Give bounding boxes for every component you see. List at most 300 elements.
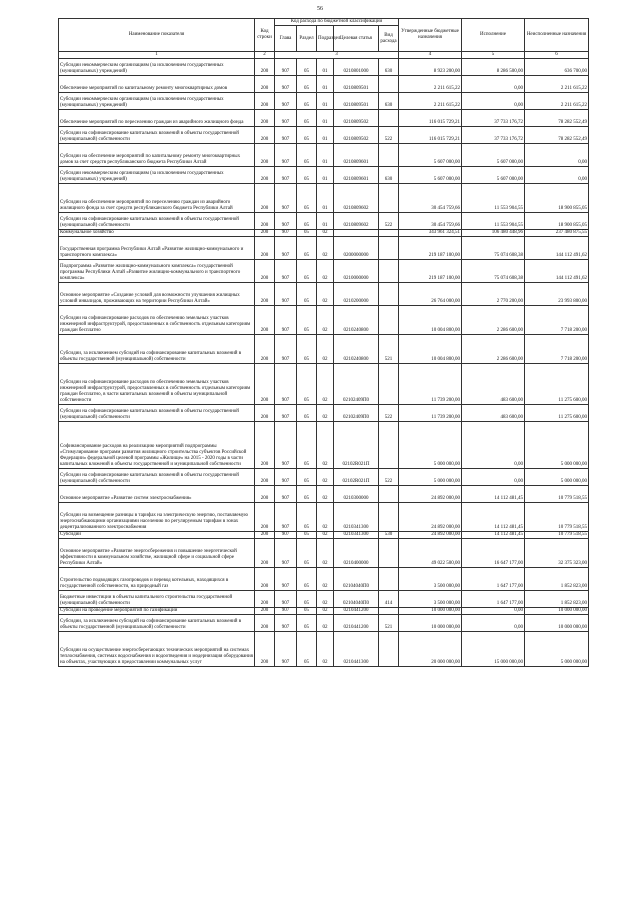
col-number: 5 xyxy=(462,52,525,59)
row-podrazdel: 02 xyxy=(317,469,334,486)
row-unexecuted: 18 900 855,05 xyxy=(525,213,589,230)
row-expense-type xyxy=(379,422,399,469)
row-code: 200 xyxy=(255,615,275,632)
row-podrazdel: 02 xyxy=(317,486,334,503)
row-name: Основное мероприятие «Развитие систем электроснабжения» xyxy=(59,486,255,503)
row-name: Бюджетные инвестиции в объекты капитального строительства государственной (муниципальной) собственности xyxy=(59,591,255,608)
row-executed: 14 112 481,45 xyxy=(462,503,525,532)
row-code: 200 xyxy=(255,632,275,667)
row-code: 200 xyxy=(255,283,275,306)
row-razdel: 05 xyxy=(297,632,317,667)
row-name: Субсидии xyxy=(59,532,255,539)
row-glava: 907 xyxy=(275,76,297,93)
row-target-article: 0210200000 xyxy=(334,283,379,306)
row-expense-type xyxy=(379,503,399,532)
row-expense-type xyxy=(379,110,399,127)
row-target-article: 0210809502 xyxy=(334,127,379,144)
table-row xyxy=(59,76,589,93)
row-code: 200 xyxy=(255,93,275,110)
table-row xyxy=(59,405,589,422)
row-approved: 5 607 000,00 xyxy=(399,167,462,184)
row-expense-type xyxy=(379,283,399,306)
row-approved: 24 892 000,00 xyxy=(399,486,462,503)
table-row xyxy=(59,608,589,615)
row-code: 200 xyxy=(255,144,275,167)
table-row xyxy=(59,591,589,608)
row-razdel: 05 xyxy=(297,532,317,539)
row-approved: 49 022 500,00 xyxy=(399,539,462,568)
row-name: Субсидии, за исключением субсидий на софинансирование капитальных вложений в объекты государственной (муниципальной) собственности xyxy=(59,615,255,632)
row-razdel: 05 xyxy=(297,213,317,230)
row-unexecuted: 78 282 552,49 xyxy=(525,110,589,127)
row-name: Субсидии на возмещение разницы в тарифах на электрическую энергию, поставляемую энергоснабжающими организациями населению по регулируемым тарифам в зонах децентрализованного электроснабжения xyxy=(59,503,255,532)
row-razdel: 05 xyxy=(297,608,317,615)
row-target-article: 0210240800 xyxy=(334,335,379,364)
row-name: Коммунальное хозяйство xyxy=(59,230,255,237)
row-code: 200 xyxy=(255,532,275,539)
row-approved: 10 004 800,00 xyxy=(399,306,462,335)
row-glava: 907 xyxy=(275,59,297,76)
row-glava: 907 xyxy=(275,184,297,213)
row-target-article: 0210809602 xyxy=(334,213,379,230)
row-expense-type xyxy=(379,260,399,283)
col-number: 3 xyxy=(275,52,399,59)
row-executed: 2 286 600,00 xyxy=(462,335,525,364)
row-razdel: 05 xyxy=(297,486,317,503)
row-code: 200 xyxy=(255,422,275,469)
row-podrazdel: 02 xyxy=(317,503,334,532)
row-podrazdel: 02 xyxy=(317,237,334,260)
row-razdel: 05 xyxy=(297,184,317,213)
col-number: 2 xyxy=(255,52,275,59)
row-name: Субсидии на софинансирование расходов по обеспечению земельных участков инженерной инфраструктурой, предоставленных в собственность отдельным категориям граждан бесплатно xyxy=(59,306,255,335)
table-row xyxy=(59,59,589,76)
row-name: Основное мероприятие «Развитие энергосбережения и повышение энергетической эффективности в коммунальном хозяйстве, жилищной сфере и социальной сфере Республики Алтай» xyxy=(59,539,255,568)
table-row xyxy=(59,127,589,144)
table-row xyxy=(59,539,589,568)
row-expense-type xyxy=(379,364,399,405)
row-name: Субсидии на проведение мероприятий по газификации xyxy=(59,608,255,615)
row-expense-type: 521 xyxy=(379,335,399,364)
row-glava: 907 xyxy=(275,335,297,364)
table-row xyxy=(59,422,589,469)
row-podrazdel: 01 xyxy=(317,167,334,184)
table-row xyxy=(59,93,589,110)
row-code: 200 xyxy=(255,503,275,532)
row-unexecuted: 5 000 000,00 xyxy=(525,632,589,667)
row-code: 200 xyxy=(255,230,275,237)
header-expense-type: Вид расхода xyxy=(379,26,399,52)
row-podrazdel: 02 xyxy=(317,283,334,306)
row-glava: 907 xyxy=(275,127,297,144)
row-podrazdel: 01 xyxy=(317,76,334,93)
row-executed: 2 286 600,00 xyxy=(462,306,525,335)
row-razdel: 05 xyxy=(297,503,317,532)
row-expense-type xyxy=(379,184,399,213)
row-target-article: 0210000000 xyxy=(334,260,379,283)
row-podrazdel: 02 xyxy=(317,632,334,667)
row-expense-type: 522 xyxy=(379,405,399,422)
row-approved: 3 500 000,00 xyxy=(399,568,462,591)
row-approved: 11 739 200,00 xyxy=(399,405,462,422)
row-expense-type xyxy=(379,632,399,667)
row-executed: 0,00 xyxy=(462,615,525,632)
row-name: Субсидии на софинансирование капитальных вложений в объекты государственной (муниципальной) собственности xyxy=(59,469,255,486)
row-expense-type xyxy=(379,144,399,167)
row-executed: 75 074 608,38 xyxy=(462,237,525,260)
row-glava: 907 xyxy=(275,568,297,591)
row-approved: 24 892 000,00 xyxy=(399,532,462,539)
row-expense-type xyxy=(379,608,399,615)
row-expense-type xyxy=(379,230,399,237)
table-row xyxy=(59,469,589,486)
row-target-article: 0200000000 xyxy=(334,237,379,260)
row-unexecuted: 1 852 823,00 xyxy=(525,591,589,608)
row-target-article: 0210441200 xyxy=(334,608,379,615)
row-approved: 2 211 615,22 xyxy=(399,76,462,93)
row-razdel: 05 xyxy=(297,539,317,568)
row-podrazdel: 02 xyxy=(317,260,334,283)
row-razdel: 05 xyxy=(297,237,317,260)
row-target-article: 02102R021П xyxy=(334,422,379,469)
row-executed: 1 647 177,00 xyxy=(462,568,525,591)
row-razdel: 05 xyxy=(297,306,317,335)
row-podrazdel: 01 xyxy=(317,93,334,110)
row-glava: 907 xyxy=(275,230,297,237)
row-expense-type: 521 xyxy=(379,615,399,632)
row-approved: 10 000 000,00 xyxy=(399,608,462,615)
row-unexecuted: 11 275 600,00 xyxy=(525,364,589,405)
row-name: Субсидии некоммерческим организациям (за исключением государственных (муниципальных) учреждений) xyxy=(59,59,255,76)
row-podrazdel: 02 xyxy=(317,568,334,591)
row-name: Софинансирование расходов на реализацию мероприятий подпрограммы «Стимулирование программ развития жилищного строительства субъектов Российской Федерации» федеральной целевой программы «Жилище» на 2015 - 2020 годы в части капитальных вложений в объекты государственной и муниципальной собственности xyxy=(59,422,255,469)
row-approved: 3 500 000,00 xyxy=(399,591,462,608)
row-executed: 37 733 176,72 xyxy=(462,127,525,144)
row-podrazdel: 02 xyxy=(317,364,334,405)
row-code: 200 xyxy=(255,608,275,615)
row-glava: 907 xyxy=(275,167,297,184)
row-glava: 907 xyxy=(275,213,297,230)
row-name: Субсидии некоммерческим организациям (за исключением государственных (муниципальных) учреждений) xyxy=(59,167,255,184)
table-body xyxy=(59,59,589,667)
row-target-article: 02102409П0 xyxy=(334,405,379,422)
row-executed: 15 000 000,00 xyxy=(462,632,525,667)
row-code: 200 xyxy=(255,110,275,127)
table-row xyxy=(59,213,589,230)
row-unexecuted: 144 112 491,62 xyxy=(525,237,589,260)
row-target-article: 0210400000 xyxy=(334,539,379,568)
row-target-article: 0210801000 xyxy=(334,59,379,76)
row-unexecuted: 2 211 615,22 xyxy=(525,76,589,93)
row-glava: 907 xyxy=(275,93,297,110)
row-approved: 30 454 759,66 xyxy=(399,213,462,230)
table-row xyxy=(59,283,589,306)
row-podrazdel: 02 xyxy=(317,591,334,608)
table-row xyxy=(59,237,589,260)
row-name: Субсидии на софинансирование капитальных вложений в объекты государственной (муниципальной) собственности xyxy=(59,127,255,144)
row-razdel: 05 xyxy=(297,283,317,306)
row-expense-type xyxy=(379,486,399,503)
row-glava: 907 xyxy=(275,469,297,486)
table-row xyxy=(59,184,589,213)
row-razdel: 05 xyxy=(297,469,317,486)
row-podrazdel: 01 xyxy=(317,127,334,144)
row-target-article xyxy=(334,230,379,237)
row-glava: 907 xyxy=(275,306,297,335)
table-row xyxy=(59,503,589,532)
row-unexecuted: 7 718 200,00 xyxy=(525,306,589,335)
row-razdel: 05 xyxy=(297,260,317,283)
row-target-article: 0210809501 xyxy=(334,76,379,93)
row-executed: 16 647 177,00 xyxy=(462,539,525,568)
table-row xyxy=(59,532,589,539)
row-target-article: 0210441300 xyxy=(334,632,379,667)
row-executed: 1 647 177,00 xyxy=(462,591,525,608)
row-unexecuted: 10 779 518,55 xyxy=(525,532,589,539)
row-unexecuted: 2 211 615,22 xyxy=(525,93,589,110)
row-glava: 907 xyxy=(275,144,297,167)
row-razdel: 05 xyxy=(297,76,317,93)
row-glava: 907 xyxy=(275,591,297,608)
header-razdel: Раздел xyxy=(297,26,317,52)
row-executed: 0,00 xyxy=(462,76,525,93)
row-unexecuted: 10 779 518,55 xyxy=(525,503,589,532)
row-code: 200 xyxy=(255,591,275,608)
row-code: 200 xyxy=(255,486,275,503)
row-code: 200 xyxy=(255,184,275,213)
row-unexecuted: 10 000 000,00 xyxy=(525,615,589,632)
row-approved: 24 892 000,00 xyxy=(399,503,462,532)
row-executed: 11 553 904,55 xyxy=(462,184,525,213)
col-number: 1 xyxy=(59,52,255,59)
row-glava: 907 xyxy=(275,632,297,667)
row-razdel: 05 xyxy=(297,144,317,167)
row-unexecuted: 237 480 875,55 xyxy=(525,230,589,237)
row-podrazdel: 01 xyxy=(317,213,334,230)
row-glava: 907 xyxy=(275,110,297,127)
header-approved: Утвержденные бюджетные назначения xyxy=(399,19,462,52)
row-target-article: 02104040П0 xyxy=(334,591,379,608)
row-expense-type xyxy=(379,306,399,335)
row-expense-type: 530 xyxy=(379,532,399,539)
row-target-article: 0210300000 xyxy=(334,486,379,503)
row-unexecuted: 5 000 000,00 xyxy=(525,469,589,486)
row-razdel: 05 xyxy=(297,59,317,76)
row-approved: 219 187 100,00 xyxy=(399,237,462,260)
row-executed: 106 480 448,96 xyxy=(462,230,525,237)
table-row xyxy=(59,568,589,591)
row-code: 200 xyxy=(255,167,275,184)
row-name: Субсидии на софинансирование капитальных вложений в объекты государственной (муниципальной) собственности xyxy=(59,213,255,230)
row-name: Государственная программа Республики Алтай «Развитие жилищно-коммунального и транспортного комплекса» xyxy=(59,237,255,260)
row-approved: 2 211 615,22 xyxy=(399,93,462,110)
row-podrazdel: 01 xyxy=(317,184,334,213)
row-glava: 907 xyxy=(275,364,297,405)
row-target-article: 0210441200 xyxy=(334,615,379,632)
table-row xyxy=(59,144,589,167)
row-unexecuted: 5 000 000,00 xyxy=(525,422,589,469)
row-glava: 907 xyxy=(275,503,297,532)
row-executed: 11 553 904,55 xyxy=(462,213,525,230)
row-unexecuted: 1 852 823,00 xyxy=(525,568,589,591)
row-unexecuted: 32 375 323,00 xyxy=(525,539,589,568)
row-glava: 907 xyxy=(275,283,297,306)
row-podrazdel: 01 xyxy=(317,144,334,167)
row-expense-type: 522 xyxy=(379,127,399,144)
table-row xyxy=(59,615,589,632)
row-podrazdel: 01 xyxy=(317,59,334,76)
header-glava: Глава xyxy=(275,26,297,52)
header-podrazdel: Подраздел xyxy=(317,26,334,52)
row-razdel: 05 xyxy=(297,110,317,127)
row-name: Субсидии на обеспечение мероприятий по капитальному ремонту многоквартирных домов за счет средств республиканского бюджета Республики Алтай xyxy=(59,144,255,167)
row-executed: 5 607 000,00 xyxy=(462,144,525,167)
row-name: Субсидии некоммерческим организациям (за исключением государственных (муниципальных) учреждений) xyxy=(59,93,255,110)
row-glava: 907 xyxy=(275,405,297,422)
row-code: 200 xyxy=(255,260,275,283)
row-expense-type: 630 xyxy=(379,167,399,184)
row-name: Субсидии на осуществление энергосберегающих технических мероприятий на системах теплоснабжения, системах водоснабжения и водоотведения и модернизация оборудования на объектах, участвующих в предоставлении коммунальных услуг xyxy=(59,632,255,667)
row-expense-type xyxy=(379,568,399,591)
row-podrazdel: 02 xyxy=(317,405,334,422)
row-razdel: 05 xyxy=(297,422,317,469)
row-approved: 343 961 324,51 xyxy=(399,230,462,237)
row-expense-type xyxy=(379,76,399,93)
row-approved: 8 923 200,00 xyxy=(399,59,462,76)
row-podrazdel: 02 xyxy=(317,615,334,632)
row-executed: 2 770 200,00 xyxy=(462,283,525,306)
row-executed: 5 607 000,00 xyxy=(462,167,525,184)
row-unexecuted: 11 275 600,00 xyxy=(525,405,589,422)
row-executed: 0,00 xyxy=(462,469,525,486)
row-executed: 8 286 500,00 xyxy=(462,59,525,76)
row-podrazdel: 02 xyxy=(317,532,334,539)
row-approved: 5 000 000,00 xyxy=(399,422,462,469)
table-row xyxy=(59,364,589,405)
row-expense-type: 522 xyxy=(379,213,399,230)
row-approved: 10 004 800,00 xyxy=(399,335,462,364)
row-code: 200 xyxy=(255,405,275,422)
row-razdel: 05 xyxy=(297,615,317,632)
row-executed: 0,00 xyxy=(462,608,525,615)
row-code: 200 xyxy=(255,76,275,93)
table-row xyxy=(59,260,589,283)
table-row xyxy=(59,632,589,667)
row-name: Обеспечение мероприятий по капитальному ремонту многоквартирных домов xyxy=(59,76,255,93)
header-executed: Исполнение xyxy=(462,19,525,52)
row-glava: 907 xyxy=(275,539,297,568)
row-code: 200 xyxy=(255,306,275,335)
table-row xyxy=(59,167,589,184)
row-target-article: 0210809602 xyxy=(334,184,379,213)
row-approved: 11 739 200,00 xyxy=(399,364,462,405)
row-target-article: 02104040П0 xyxy=(334,568,379,591)
row-expense-type xyxy=(379,237,399,260)
row-approved: 10 000 000,00 xyxy=(399,615,462,632)
row-target-article: 02102409П0 xyxy=(334,364,379,405)
row-target-article: 0210341300 xyxy=(334,503,379,532)
row-expense-type: 414 xyxy=(379,591,399,608)
row-glava: 907 xyxy=(275,615,297,632)
row-name: Основное мероприятие «Создание условий для возможности улучшения жилищных условий инвалидов, проживающих на территории Республики Алтай» xyxy=(59,283,255,306)
row-podrazdel: 01 xyxy=(317,110,334,127)
row-expense-type: 630 xyxy=(379,93,399,110)
row-razdel: 05 xyxy=(297,93,317,110)
row-approved: 116 015 729,21 xyxy=(399,110,462,127)
row-unexecuted: 18 900 855,05 xyxy=(525,184,589,213)
row-razdel: 05 xyxy=(297,405,317,422)
row-unexecuted: 23 993 800,00 xyxy=(525,283,589,306)
row-razdel: 05 xyxy=(297,591,317,608)
row-approved: 5 607 000,00 xyxy=(399,144,462,167)
row-code: 200 xyxy=(255,539,275,568)
row-target-article: 0210240800 xyxy=(334,306,379,335)
row-unexecuted: 10 779 518,55 xyxy=(525,486,589,503)
row-code: 200 xyxy=(255,127,275,144)
row-glava: 907 xyxy=(275,532,297,539)
row-approved: 5 000 000,00 xyxy=(399,469,462,486)
row-name: Обеспечение мероприятий по переселению граждан из аварийного жилищного фонда xyxy=(59,110,255,127)
row-glava: 907 xyxy=(275,486,297,503)
row-name: Подпрограмма «Развитие жилищно-коммунального комплекса» государственной программы Республики Алтай «Развитие жилищно-коммунального и транспортного комплекса» xyxy=(59,260,255,283)
row-razdel: 05 xyxy=(297,127,317,144)
row-razdel: 05 xyxy=(297,364,317,405)
row-code: 200 xyxy=(255,364,275,405)
row-glava: 907 xyxy=(275,608,297,615)
table-row xyxy=(59,230,589,237)
header-name: Наименование показателя xyxy=(59,19,255,52)
row-unexecuted: 0,00 xyxy=(525,144,589,167)
row-executed: 0,00 xyxy=(462,93,525,110)
header-target-article: Целевая статья xyxy=(334,26,379,52)
row-approved: 219 187 100,00 xyxy=(399,260,462,283)
row-target-article: 0210809502 xyxy=(334,110,379,127)
row-executed: 75 074 608,38 xyxy=(462,260,525,283)
row-glava: 907 xyxy=(275,260,297,283)
row-razdel: 05 xyxy=(297,167,317,184)
page-number: 56 xyxy=(317,6,323,12)
row-unexecuted: 636 700,00 xyxy=(525,59,589,76)
row-code: 200 xyxy=(255,469,275,486)
col-number: 4 xyxy=(399,52,462,59)
row-approved: 30 454 759,66 xyxy=(399,184,462,213)
row-unexecuted: 10 000 000,00 xyxy=(525,608,589,615)
row-name: Субсидии на обеспечение мероприятий по переселению граждан из аварийного жилищного фонда за счет средств республиканского бюджета Республики Алтай xyxy=(59,184,255,213)
col-number: 6 xyxy=(525,52,589,59)
row-podrazdel: 02 xyxy=(317,422,334,469)
row-expense-type: 630 xyxy=(379,59,399,76)
row-expense-type: 522 xyxy=(379,469,399,486)
row-name: Субсидии на софинансирование капитальных вложений в объекты государственной (муниципальной) собственности xyxy=(59,405,255,422)
row-razdel: 05 xyxy=(297,568,317,591)
row-name: Строительство подводящих газопроводов и перевод котельных, находящихся в государственной собственности, на природный газ xyxy=(59,568,255,591)
header-unexecuted: Неисполненные назначения xyxy=(525,19,589,52)
row-target-article: 02102R021П xyxy=(334,469,379,486)
table-row xyxy=(59,306,589,335)
row-razdel: 05 xyxy=(297,335,317,364)
header-code: Код строки xyxy=(255,19,275,52)
row-glava: 907 xyxy=(275,422,297,469)
row-target-article: 0210809601 xyxy=(334,144,379,167)
row-approved: 20 000 000,00 xyxy=(399,632,462,667)
row-executed: 0,00 xyxy=(462,422,525,469)
row-podrazdel: 02 xyxy=(317,608,334,615)
row-podrazdel: 02 xyxy=(317,306,334,335)
row-unexecuted: 0,00 xyxy=(525,167,589,184)
row-unexecuted: 78 282 552,49 xyxy=(525,127,589,144)
row-glava: 907 xyxy=(275,237,297,260)
row-code: 200 xyxy=(255,59,275,76)
